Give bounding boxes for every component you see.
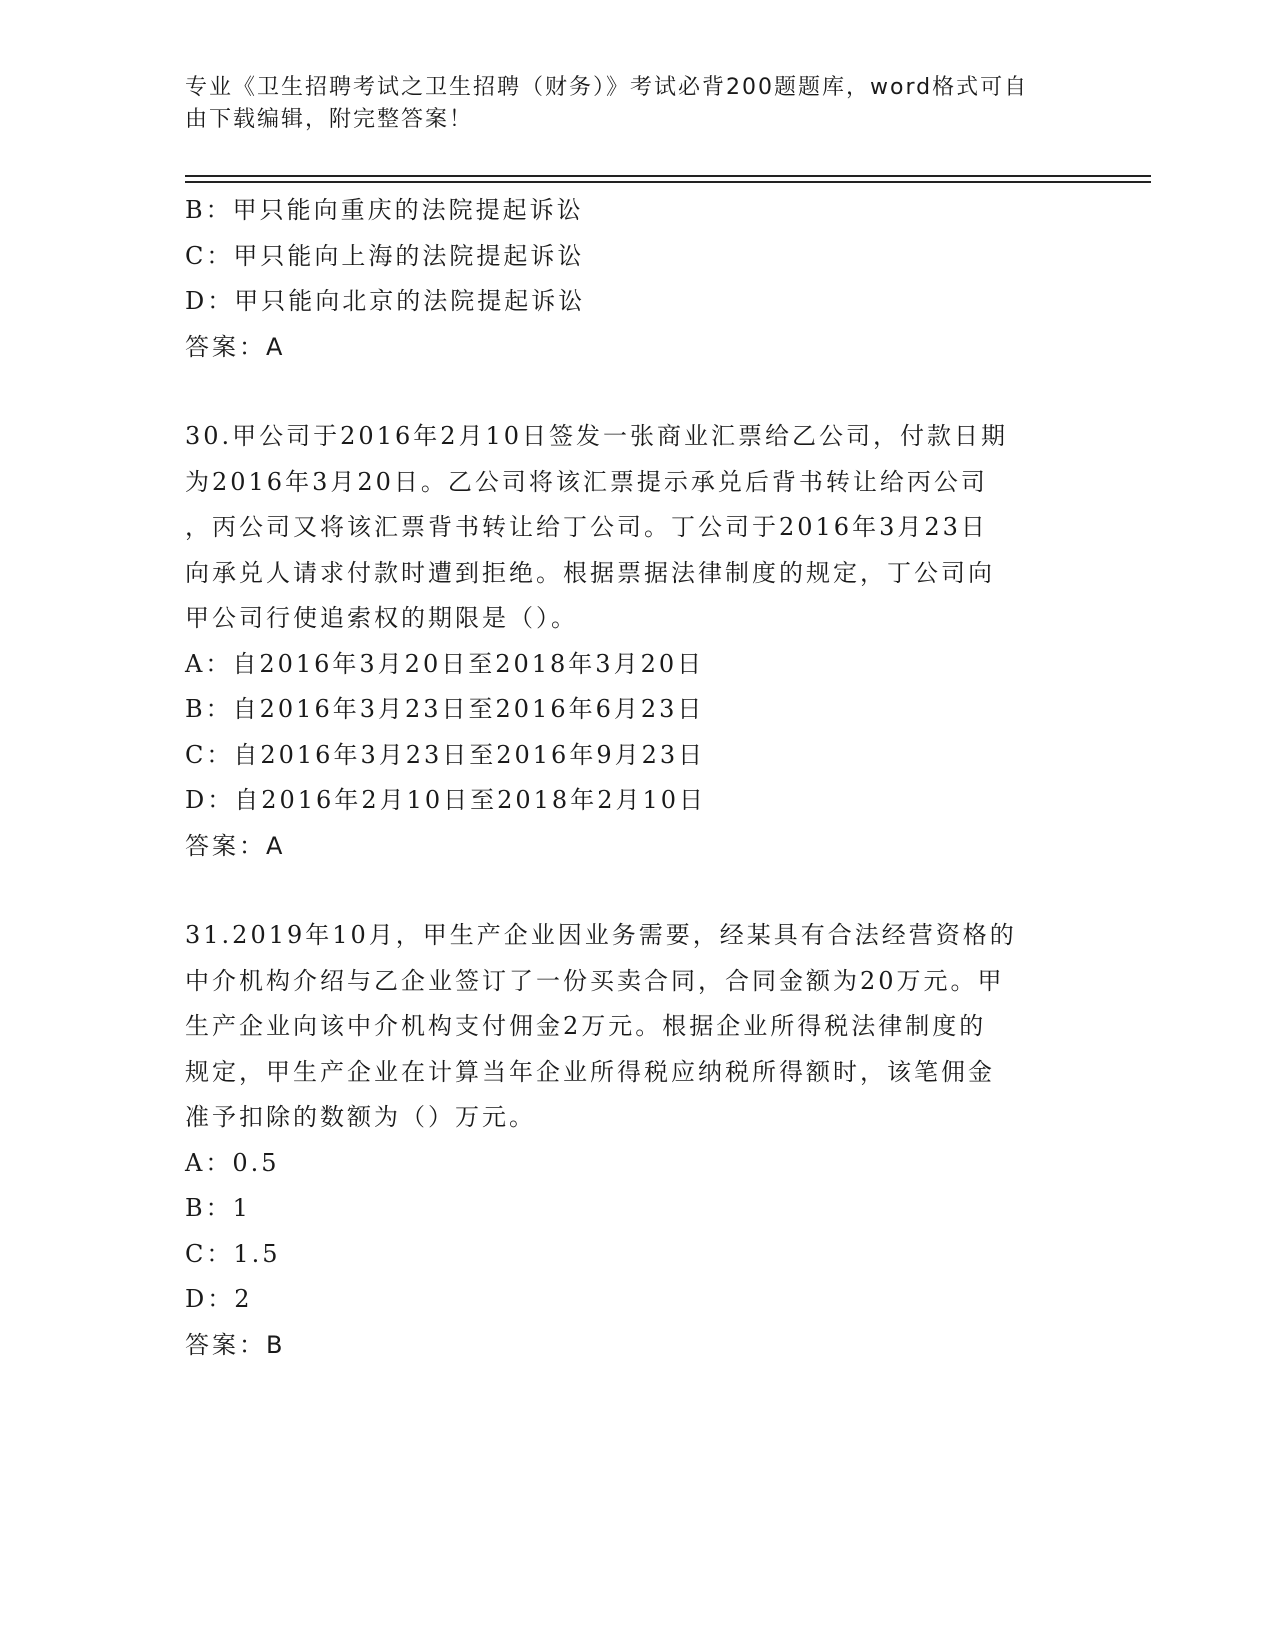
option-d: D：甲只能向北京的法院提起诉讼 [185, 287, 586, 315]
question-text-line: 中介机构介绍与乙企业签订了一份买卖合同，合同金额为20万元。甲 [185, 966, 1005, 995]
answer-label: 答案：B [185, 1330, 286, 1359]
option-b: B：自2016年3月23日至2016年6月23日 [185, 695, 705, 723]
option-d: D：自2016年2月10日至2018年2月10日 [185, 786, 707, 814]
question-text-line: ，丙公司又将该汇票背书转让给丁公司。丁公司于2016年3月23日 [185, 513, 988, 541]
document-header: 专业《卫生招聘考试之卫生招聘（财务）》考试必背200题题库，word格式可自 由下载编辑，附完整答案！ [185, 75, 1029, 132]
answer-label: 答案：A [185, 332, 286, 361]
question-text-line: 30.甲公司于2016年2月10日签发一张商业汇票给乙公司，付款日期 [185, 422, 1009, 450]
question-text-line: 向承兑人请求付款时遭到拒绝。根据票据法律制度的规定，丁公司向 [185, 558, 995, 587]
header-rule-bottom [185, 181, 1151, 183]
question-text-line: 生产企业向该中介机构支付佣金2万元。根据企业所得税法律制度的 [185, 1012, 987, 1040]
question-text-line: 准予扣除的数额为（）万元。 [185, 1103, 536, 1131]
question-text-line: 规定，甲生产企业在计算当年企业所得税应纳税所得额时，该笔佣金 [185, 1057, 995, 1086]
option-d: D：2 [185, 1285, 253, 1313]
option-b: B：1 [185, 1194, 251, 1222]
answer-label: 答案：A [185, 831, 286, 860]
header-rule-top [185, 175, 1151, 177]
option-b: B：甲只能向重庆的法院提起诉讼 [185, 196, 584, 224]
question-text-line: 为2016年3月20日。乙公司将该汇票提示承兑后背书转让给丙公司 [185, 467, 988, 496]
option-c: C：甲只能向上海的法院提起诉讼 [185, 241, 585, 270]
option-a: A：0.5 [185, 1148, 280, 1177]
question-text-line: 31.2019年10月，甲生产企业因业务需要，经某具有合法经营资格的 [185, 921, 1017, 949]
option-c: C：自2016年3月23日至2016年9月23日 [185, 740, 706, 769]
option-c: C：1.5 [185, 1239, 281, 1268]
option-a: A：自2016年3月20日至2018年3月20日 [185, 649, 705, 678]
question-text-line: 甲公司行使追索权的期限是（）。 [185, 604, 578, 632]
document-body [185, 188, 1065, 1368]
